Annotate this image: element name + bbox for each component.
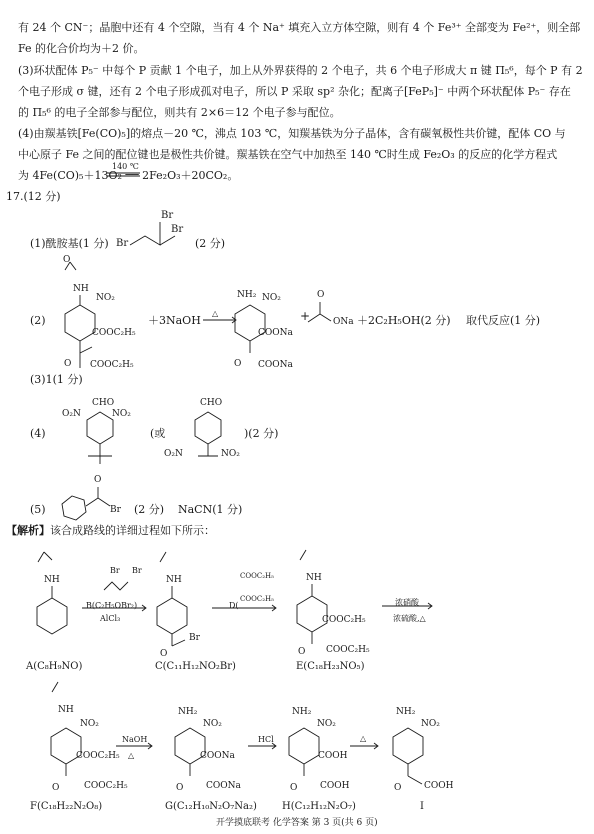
answer-4-points: )(2 分)	[244, 427, 279, 440]
molecule-aldehyde-a	[62, 398, 131, 464]
svg-text:O: O	[234, 359, 242, 369]
svg-text:Br: Br	[110, 505, 121, 515]
svg-text:NO₂: NO₂	[262, 293, 281, 303]
molecule-H	[289, 707, 350, 793]
svg-text:O: O	[52, 783, 60, 793]
svg-text:COOC₂H₅: COOC₂H₅	[326, 645, 370, 655]
answer-1: (1)酰胺基(1 分)	[30, 237, 109, 250]
molecule-G	[175, 707, 242, 793]
svg-text:NH: NH	[58, 705, 74, 715]
molecule-A	[37, 552, 67, 634]
svg-text:CHO: CHO	[200, 398, 223, 408]
svg-text:NO₂: NO₂	[96, 293, 115, 303]
reaction-condition: 140 ℃	[112, 162, 139, 171]
svg-text:COONa: COONa	[200, 751, 235, 761]
question-number: 17.(12 分)	[6, 190, 61, 203]
route-arrow-3	[382, 603, 432, 609]
svg-text:O: O	[63, 255, 71, 265]
molecule-F	[51, 682, 128, 793]
svg-text:NH₂: NH₂	[292, 707, 312, 717]
molecule-E	[297, 550, 370, 657]
molecule-G-product	[234, 290, 294, 370]
label-E: E(C₁₈H₂₃NO₅)	[296, 661, 365, 672]
svg-text:NH₂: NH₂	[237, 290, 257, 300]
svg-text:NO₂: NO₂	[80, 719, 99, 729]
answer-5-points: (2 分)	[134, 503, 165, 516]
para-line: 有 24 个 CN⁻；晶胞中还有 4 个空隙，当有 4 个 Na⁺ 填充入立方体空隙，则有 4 个 Fe³⁺ 全部变为 Fe²⁺，则全部	[18, 21, 581, 34]
svg-text:NO₂: NO₂	[112, 409, 131, 419]
answer-5-reagent: NaCN(1 分)	[178, 503, 243, 516]
route-reagent: B(C₂H₅OBr₂)	[86, 601, 138, 610]
answer-2-label: (2)	[30, 314, 46, 327]
para-line: 中心原子 Fe 之间的配位键也是极性共价键。羰基铁在空气中加热至 140 ℃时生成 Fe₂O₃ 的反应的化学方程式	[18, 148, 558, 161]
reagent-naoh: NaOH	[122, 735, 148, 744]
svg-text:Br: Br	[110, 566, 120, 575]
answer-2-reagent: ＋3NaOH	[148, 314, 201, 327]
svg-text:O: O	[94, 475, 102, 485]
route-arrow-5	[248, 743, 276, 749]
page-footer: 开学摸底联考 化学答案 第 3 页(共 6 页)	[216, 818, 378, 828]
answer-3: (3)1(1 分)	[30, 373, 83, 386]
svg-text:COOH: COOH	[318, 751, 348, 761]
svg-text:COONa: COONa	[258, 360, 293, 370]
svg-text:O₂N: O₂N	[62, 409, 81, 419]
route-nitration-b: 浓硫酸,△	[393, 614, 426, 623]
svg-text:△: △	[360, 734, 367, 743]
svg-text:Br: Br	[161, 210, 174, 221]
svg-text:NH: NH	[44, 575, 60, 585]
molecule-C	[157, 552, 201, 659]
svg-text:ONa: ONa	[333, 317, 354, 327]
para-line: (3)环状配体 P₅⁻ 中每个 P 贡献 1 个电子，加上从外界获得的 2 个电子，共 6 个电子形成大 π 键 Π₅⁶，每个 P 有 2	[18, 64, 583, 77]
label-H: H(C₁₂H₁₂N₂O₇)	[282, 801, 356, 812]
svg-text:O: O	[160, 649, 168, 659]
svg-text:COONa: COONa	[258, 328, 293, 338]
molecule-F-reactant	[63, 255, 136, 370]
answer-1-points: (2 分)	[195, 237, 226, 250]
label-G: G(C₁₂H₁₀N₂O₇Na₂)	[165, 801, 257, 812]
molecule-I	[393, 707, 454, 793]
label-F: F(C₁₈H₂₂N₂O₈)	[30, 801, 103, 812]
svg-text:Br: Br	[116, 238, 129, 249]
route-arrow-2	[212, 572, 276, 611]
svg-text:O: O	[176, 783, 184, 793]
svg-text:NO₂: NO₂	[317, 719, 336, 729]
svg-text:COOC₂H₅: COOC₂H₅	[84, 781, 128, 791]
analysis-tag: 【解析】	[6, 524, 50, 537]
svg-text:NO₂: NO₂	[421, 719, 440, 729]
svg-text:NO₂: NO₂	[221, 449, 240, 459]
svg-text:△: △	[212, 309, 219, 318]
svg-text:NH: NH	[306, 573, 322, 583]
molecule-sodium-acetate	[308, 290, 354, 327]
svg-text:COOH: COOH	[424, 781, 454, 791]
svg-text:NH₂: NH₂	[178, 707, 198, 717]
para-line: Fe 的化合价均为＋2 价。	[18, 42, 145, 55]
svg-text:COOH: COOH	[320, 781, 350, 791]
para-line: (4)由羰基铁[Fe(CO)₅]的熔点－20 ℃，沸点 103 ℃，知羰基铁为分子晶体，含有碳氧极性共价键，配体 CO 与	[18, 127, 566, 140]
route-catalyst: AlCl₃	[100, 614, 121, 623]
svg-text:+: +	[300, 309, 311, 323]
svg-text:COOC₂H₅: COOC₂H₅	[90, 360, 134, 370]
svg-text:O: O	[290, 783, 298, 793]
svg-text:COOC₂H₅: COOC₂H₅	[322, 615, 366, 625]
svg-text:COOC₂H₅: COOC₂H₅	[92, 328, 136, 338]
svg-text:Br: Br	[132, 566, 142, 575]
svg-text:O: O	[298, 647, 306, 657]
route-nitration-a: 浓硝酸	[395, 598, 419, 607]
para-line: 的 Π₅⁶ 的电子全部参与配位，则共有 2×6＝12 个电子参与配位。	[18, 106, 341, 119]
molecule-phenyl-ketone	[62, 475, 122, 520]
svg-text:O: O	[394, 783, 402, 793]
svg-text:Br: Br	[171, 224, 184, 235]
svg-text:Br: Br	[189, 633, 200, 643]
label-C: C(C₁₁H₁₂NO₂Br)	[155, 661, 236, 672]
answer-4-or: (或	[150, 427, 166, 440]
svg-text:NO₂: NO₂	[203, 719, 222, 729]
label-A: A(C₈H₉NO)	[26, 661, 83, 672]
svg-text:NH₂: NH₂	[396, 707, 416, 717]
answer-2-products: ＋2C₂H₅OH(2 分)	[357, 314, 451, 327]
svg-text:CHO: CHO	[92, 398, 115, 408]
svg-text:COOC₂H₅: COOC₂H₅	[76, 751, 120, 761]
para-line: 为 4Fe(CO)₅＋13O₂ ══ 2Fe₂O₃＋20CO₂。	[18, 169, 239, 182]
svg-text:NH: NH	[166, 575, 182, 585]
answer-5-label: (5)	[30, 503, 46, 516]
route-reagent-d: D(	[229, 601, 239, 610]
molecule-aldehyde-b	[164, 398, 240, 459]
svg-text:NH: NH	[73, 284, 89, 294]
svg-text:O: O	[64, 359, 72, 369]
answer-2-type: 取代反应(1 分)	[466, 314, 541, 327]
answer-4-label: (4)	[30, 427, 46, 440]
svg-text:COOC₂H₅: COOC₂H₅	[240, 595, 274, 603]
route-arrow-1	[82, 566, 146, 611]
route-arrow-6	[350, 734, 378, 749]
svg-text:O₂N: O₂N	[164, 449, 183, 459]
label-I: I	[420, 801, 424, 812]
route-arrow-4	[116, 743, 152, 760]
svg-text:O: O	[317, 290, 325, 300]
para-line: 个电子形成 σ 键，还有 2 个电子形成孤对电子，所以 P 采取 sp² 杂化；配离子[FeP₅]⁻ 中两个环状配体 P₅⁻ 存在	[18, 85, 571, 98]
svg-text:COONa: COONa	[206, 781, 241, 791]
svg-text:COOC₂H₅: COOC₂H₅	[240, 572, 274, 580]
svg-text:△: △	[128, 751, 135, 760]
analysis-text: 该合成路线的详细过程如下所示：	[50, 524, 215, 537]
reagent-hcl: HCl	[258, 735, 274, 744]
molecule-dibromide	[116, 210, 183, 249]
